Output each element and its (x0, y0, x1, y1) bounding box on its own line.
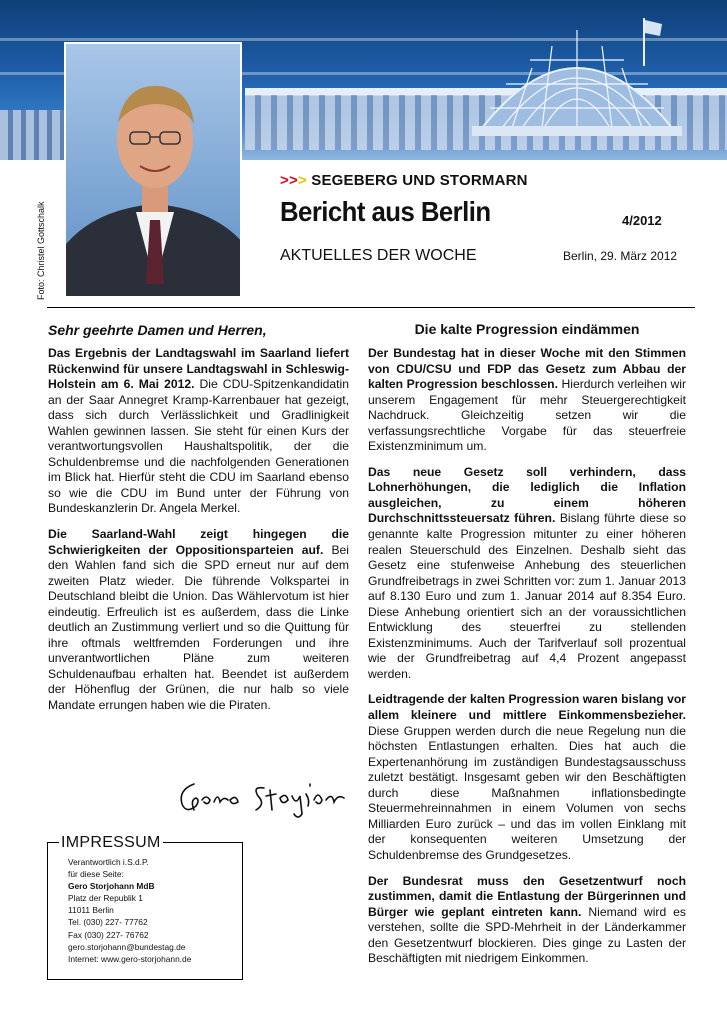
signature-image (172, 770, 352, 822)
right-paragraph-2 (368, 465, 686, 683)
right-paragraph-1 (368, 346, 686, 455)
lead-text: Das Ergebnis der Landtagswahl im Saarland liefert Rückenwind für unsere Landtagswahl in Schleswig-Holstein am 6. Mai 2012. (48, 346, 349, 392)
region-label: SEGEBERG UND STORMARN (311, 172, 528, 189)
lead-text: Das neue Gesetz soll verhindern, dass Lohnerhöhungen, die lediglich die Inflation ausgleichen, zu einem höheren Durchschnittssteuersatz führen. (368, 464, 686, 526)
body-text: Diese Gruppen werden durch die neue Regelung nun die höchsten Entlastungen erhalten. Dies hat auch die Expertenanhörung im zuständigen Bundestagsausschuss zuletzt bestätigt. Insgesamt geben wir den Beschäftigten durch diese Maßnahmen inflationsbedingte Steuermehreinnahmen in einem Volumen von sechs Milliarden Euro zurück – und das im vollen Einklang mit der konsequenten weiteren Umsetzung der Schuldenbremse des Grundgesetzes. (368, 723, 686, 862)
impressum-line: Platz der Republik 1 (68, 893, 143, 904)
article-heading: Die kalte Progression eindämmen (414, 321, 640, 337)
region-heading (280, 172, 528, 189)
impressum-email[interactable]: gero.storjohann@bundestag.de (68, 941, 186, 952)
lead-text: Der Bundestag hat in dieser Woche mit den Stimmen von CDU/CSU und FDP das Gesetz zum Abbau der kalten Progression beschlossen. (368, 346, 686, 392)
impressum-line: 11011 Berlin (68, 905, 114, 916)
header-rule (47, 307, 695, 308)
left-colonnade (0, 110, 70, 160)
photo-credit: Foto: Christel Gottschalk (36, 201, 46, 300)
right-paragraph-3 (368, 692, 686, 863)
left-column (48, 346, 349, 714)
impressum-phone: Tel. (030) 227- 77762 (68, 917, 148, 928)
impressum-name: Gero Storjohann MdB (68, 881, 155, 892)
arrows-icon: >>> (280, 172, 307, 189)
body-text: Bei den Wahlen fand sich die SPD erneut nur auf dem zweiten Platz wieder. Die führende Volkspartei in Deutschland bleibt die Union. Das Wählervotum ist hier eindeutig. Erfreulich ist es außerdem, dass die Linke deutlich an Zustimmung verliert und so die Quittung für ihre oftmals weltfremden Forderungen und ihre unverantwortlichen Pläne zum weiteren Schuldenaufbau erhalten hat. Beendet ist außerdem der Höhenflug der Grünen, die nur halb so viele Mandate errungen haben wie die Piraten. (48, 542, 349, 713)
flag-icon (640, 16, 664, 66)
left-paragraph-1 (48, 346, 349, 517)
portrait-photo (64, 42, 242, 298)
greeting: Sehr geehrte Damen und Herren, (48, 322, 267, 338)
publication-date: Berlin, 29. März 2012 (563, 249, 678, 263)
body-text: Niemand wird es verstehen, sollte die SPD-Mehrheit in der Länderkammer den Gesetzentwurf blockieren. Dies ginge zu Lasten der Beschäftigten mit niedrigem Einkommen. (368, 904, 686, 966)
impressum-title: IMPRESSUM (61, 834, 161, 851)
issue-number: 4/2012 (622, 213, 662, 228)
impressum-website[interactable]: Internet: www.gero-storjohann.de (68, 953, 192, 964)
portrait-illustration (66, 44, 242, 298)
left-paragraph-2 (48, 527, 349, 714)
lead-text: Die Saarland-Wahl zeigt hingegen die Schwierigkeiten der Oppositionsparteien auf. (48, 527, 349, 557)
impressum-body (68, 856, 191, 965)
body-text: Hierdurch verleihen wir unserem Engagement für mehr Steuergerechtigkeit Nachdruck. Gleichzeitig setzen wir die verfassungsrechtliche Vorgabe für das steuerfreie Existenzminimum um. (368, 377, 686, 454)
right-paragraph-4 (368, 874, 686, 967)
body-text: Bislang führte diese so genannte kalte Progression mitunter zu einer höheren realen Steuerschuld des Einzelnen. Deshalb sieht das Gesetz eine stufenweise Anhebung des steuerlichen Grundfreibetrags in zwei Schritten vor: zum 1. Januar 2013 auf 8.130 Euro und zum 1. Januar 2014 auf 8.354 Euro. Diese Anhebung orientiert sich an der voraussichtlichen Entwicklung des steuerfrei zu stellenden Existenzminimums. Auch der Tarifverlauf soll prozentual wie der Grundfreibetrag auf 4,4 Prozent angepasst werden. (368, 511, 687, 681)
lead-text: Der Bundesrat muss den Gesetzentwurf noch zustimmen, damit die Entlastung der Bürgerinnen und Bürger wie geplant eintreten kann. (368, 873, 686, 919)
lead-text: Leidtragende der kalten Progression waren bislang vor allem kleinere und mittlere Einkommensbezieher. (368, 692, 686, 723)
newsletter-subtitle: AKTUELLES DER WOCHE (280, 247, 477, 264)
impressum-fax: Fax (030) 227- 76762 (68, 929, 149, 940)
right-column (368, 346, 686, 967)
impressum-line: Verantwortlich i.S.d.P. (68, 857, 149, 867)
impressum-line: für diese Seite: (68, 869, 124, 880)
body-text: Die CDU-Spitzenkandidatin an der Saar Annegret Kramp-Karrenbauer hat gezeigt, dass sich durch Verlässlichkeit und Gradlinigkeit Wahlen gewinnen lassen. Sie steht für einen Kurs der verantwortungsvollen Haushaltspolitik, der die Schuldenbremse und die nachfolgenden Generationen im Blick hat. Hierfür steht die CDU im Saarland ebenso so wie die CDU im Bund unter der Führung von Bundeskanzlerin Dr. Angela Merkel. (48, 377, 349, 516)
newsletter-title: Bericht aus Berlin (280, 196, 491, 227)
